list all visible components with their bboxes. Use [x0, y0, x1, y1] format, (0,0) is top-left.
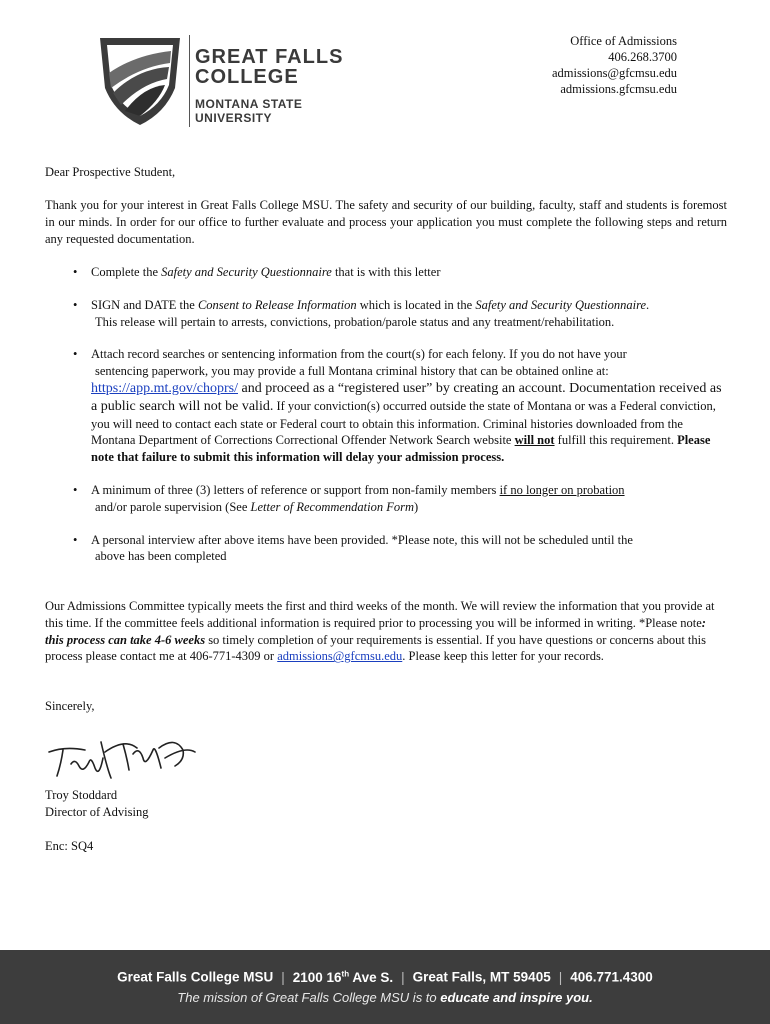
footer-contact-line: Great Falls College MSU | 2100 16th Ave S. | Great Falls, MT 59405 | 406.771.4300 — [117, 969, 653, 985]
signoff: Sincerely, — [45, 699, 95, 713]
bullet-icon: • — [73, 532, 78, 547]
logo-line-2: COLLEGE — [195, 66, 299, 88]
shield-emblem-icon — [95, 33, 185, 128]
list-item: • A minimum of three (3) letters of reference or support from non-family members if no longer on probation and/or parole supervision (See Letter of Recommendation Form) — [73, 482, 625, 514]
criminal-history-link[interactable]: https://app.mt.gov/choprs/ — [91, 380, 238, 396]
enclosure: Enc: SQ4 — [45, 839, 94, 853]
list-item: • SIGN and DATE the Consent to Release Information which is located in the Safety and Security Questionnaire. This release will pertain to arrests, convictions, probation/parole status and any treatment/rehabilitation. — [73, 297, 650, 329]
list-item: • Complete the Safety and Security Questionnaire that is with this letter — [73, 265, 441, 279]
logo-wordmark — [195, 47, 343, 125]
list-item: • A personal interview after above items have been provided. *Please note, this will not be scheduled until the above has been completed — [73, 532, 633, 564]
salutation: Dear Prospective Student, — [45, 165, 176, 179]
signature-image — [45, 728, 205, 784]
footer-bar — [0, 950, 770, 1024]
contact-phone: 406.268.3700 — [608, 50, 677, 64]
bullet-icon: • — [73, 482, 78, 497]
logo-line-3: MONTANA STATE — [195, 97, 303, 111]
contact-block — [552, 33, 677, 97]
contact-website: admissions.gfcmsu.edu — [560, 82, 677, 96]
signer-name: Troy Stoddard — [45, 788, 118, 802]
contact-office: Office of Admissions — [570, 34, 677, 48]
logo-line-4: UNIVERSITY — [195, 111, 273, 125]
bullet-icon: • — [73, 347, 78, 362]
list-item: • Attach record searches or sentencing information from the court(s) for each felony. If you do not have your sentencing paperwork, you may provide a full Montana criminal history that can be obtained online at: https://app.mt.gov/choprs/ and proceed as a “registered user” by creating an account. Documentation received as a public search will not be valid. If your conviction(s) occurred outside the state of Montana or was a Federal conviction, you will need to contact each state or Federal court to obtain this information. Criminal histories downloaded from the Montana Department of Corrections Correctional Offender Network Search website will not fulfill this requirement. Please note that failure to submit this information will delay your admission process. — [73, 347, 722, 465]
footer-college-name: Great Falls College MSU — [117, 969, 274, 985]
footer-city: Great Falls, MT 59405 — [412, 969, 551, 985]
signer-title: Director of Advising — [45, 804, 149, 819]
admissions-email-link[interactable]: admissions@gfcmsu.edu — [277, 649, 403, 664]
footer-phone: 406.771.4300 — [570, 969, 653, 985]
contact-email: admissions@gfcmsu.edu — [551, 66, 677, 80]
footer-mission: The mission of Great Falls College MSU is to educate and inspire you. — [177, 990, 593, 1005]
closing-paragraph: Our Admissions Committee typically meets the first and third weeks of the month. We will review the information that you provide at this time. If the committee feels additional information is required prior to processing you will be informed in writing. *Please note: this process can take 4-6 weeks so timely completion of your requirements is essential. If you have questions or concerns about this process please contact me at 406-771-4309 or admissions@gfcmsu.edu. Please keep this letter for your records. — [45, 599, 715, 664]
bullet-icon: • — [73, 265, 78, 279]
logo-line-1: GREAT FALLS — [195, 46, 344, 68]
logo-divider — [189, 35, 190, 127]
intro-paragraph: Thank you for your interest in Great Falls College MSU. The safety and security of our building, faculty, staff and students is foremost in our minds. In order for our office to further evaluate and process your application you must complete the following steps and return any requested documentation. — [45, 198, 727, 246]
signer-block — [45, 787, 727, 821]
requirements-list — [45, 264, 727, 581]
footer-address: 2100 16th Ave S. — [292, 969, 394, 985]
bullet-icon: • — [73, 297, 78, 312]
